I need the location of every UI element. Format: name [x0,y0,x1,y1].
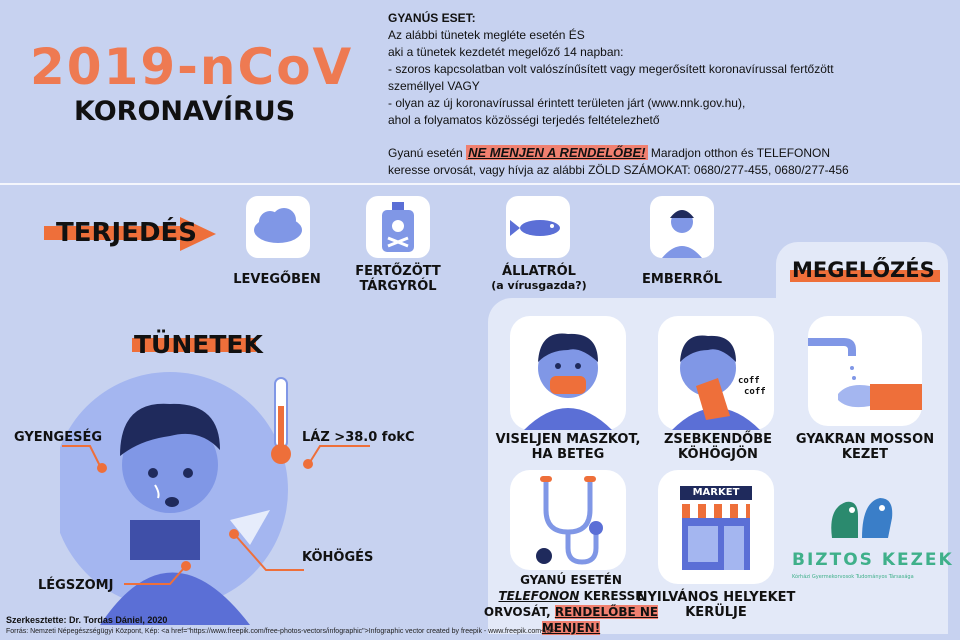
prevention-label-public: NYILVÁNOS HELYEKET KERÜLJE [636,590,796,620]
spread-label: ÁLLATRÓL (a vírusgazda?) [491,264,587,292]
advice-highlight: NE MENJEN A RENDELŐBE! [468,145,646,160]
stethoscope-icon [510,470,626,570]
logo-subtext: Kórházi Gyermekorvosok Tudományos Társasága [792,574,914,580]
prevention-card [658,470,774,584]
advice-line: Gyanú esetén NE MENJEN A RENDELŐBE! Maradjon otthon és TELEFONON [388,145,831,160]
cough-text: coff coff [738,376,766,397]
divider [0,183,960,185]
biztos-kezek-logo [822,488,902,548]
spread-icon-box [366,196,430,258]
symptom-fever: LÁZ >38.0 fokC [302,430,415,445]
spread-icon-box [246,196,310,258]
suspect-line: - szoros kapcsolatban volt valószínűsített vagy megerősített koronavírussal fertőzött [388,62,834,76]
fish-icon [506,196,570,258]
tissue-cough-icon [658,316,774,430]
connector-line [60,444,120,474]
connector-line [226,526,306,576]
market-sign: MARKET [692,487,740,498]
mask-person-icon [510,316,626,430]
page-subtitle: KORONAVÍRUS [74,96,296,127]
person-icon [650,196,714,258]
page-title: 2019-nCoV [30,38,354,96]
spread-icon-box [650,196,714,258]
prevention-card [510,470,626,570]
suspect-line: aki a tünetek kezdetét megelőző 14 napban: [388,45,624,59]
spread-label: LEVEGŐBEN [233,272,321,287]
spread-icon-box [506,196,570,258]
symptom-breath: LÉGSZOMJ [38,578,114,593]
suspect-line: ahol a folyamatos közösségi terjedés feltételezhető [388,113,660,127]
logo-text: BIZTOS KEZEK [792,550,954,570]
suspect-heading: GYANÚS ESET: [388,11,476,25]
spread-label: FERTŐZÖTT TÁRGYRÓL [355,264,441,294]
symptom-cough: KÖHÖGÉS [302,550,374,565]
connector-line [300,444,380,474]
symptom-weakness: GYENGESÉG [14,430,103,445]
suspect-case-block [388,10,948,179]
suspect-line: személlyel VAGY [388,79,480,93]
prevention-label-tissue: ZSEBKENDŐBE KÖHÖGJÖN [663,432,773,462]
suspect-line: - olyan az új koronavírussal érintett területen járt (www.nnk.gov.hu), [388,96,746,110]
footer-source: Forrás: Nemzeti Népegészségügyi Központ, Kép: <a href="https://www.freepik.com/free-photos-vectors/infographic">Infographic vector created by freepik - www.freepik.com</a> [6,628,556,635]
prevention-label-wash: GYAKRAN MOSSON KEZET [795,432,935,462]
symptoms-heading: TÜNETEK [134,330,263,359]
spread-label: EMBERRŐL [642,272,722,287]
advice-line-2: keresse orvosát, vagy hívja az alábbi ZÖLD SZÁMOKAT: 0680/277-455, 0680/277-456 [388,163,849,177]
prevention-card [658,316,774,430]
prevention-heading: MEGELŐZÉS [792,258,935,282]
prevention-label-doctor: GYANÚ ESETÉN TELEFONON KERESSE ORVOSÁT, RENDELŐBE NE MENJEN! [483,573,659,635]
prevention-label-mask: VISELJEN MASZKOT, HA BETEG [495,432,641,462]
prevention-card [510,316,626,430]
handwash-icon [808,316,922,426]
cloud-icon [246,196,310,258]
suspect-line: Az alábbi tünetek megléte esetén ÉS [388,28,585,42]
poison-bottle-icon [366,196,430,258]
thermometer-icon [267,376,297,468]
prevention-card [808,316,922,426]
connector-line [120,560,200,590]
spread-heading: TERJEDÉS [56,218,198,248]
footer-author: Szerkesztette: Dr. Tordas Dániel, 2020 [6,615,168,625]
